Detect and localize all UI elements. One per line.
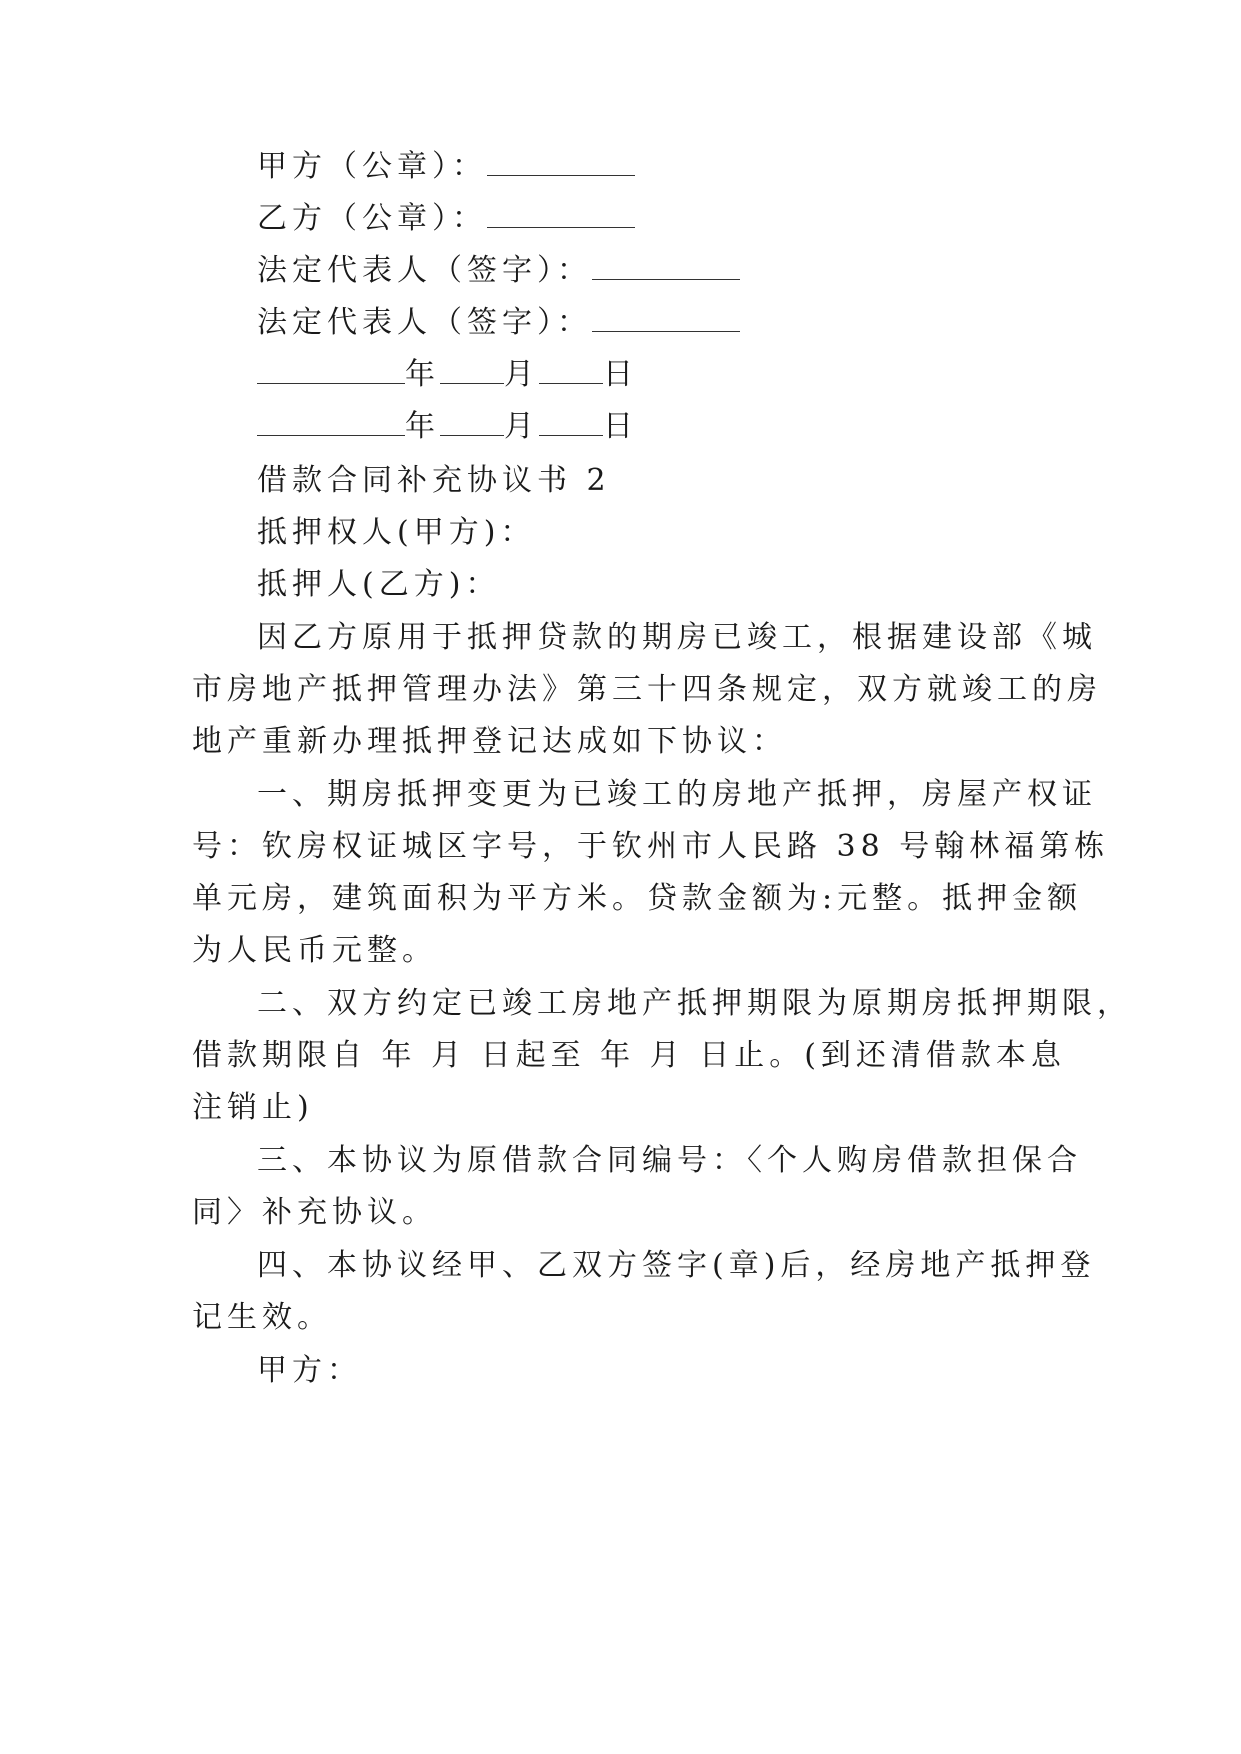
clause3-line-1: 三、本协议为原借款合同编号：〈个人购房借款担保合: [257, 1143, 1082, 1178]
clause4-line-2: 记生效。: [192, 1300, 332, 1335]
month-blank: [440, 411, 504, 436]
month-label: 月: [504, 409, 539, 444]
party-a-seal-label: 甲方（公章）：: [257, 149, 487, 184]
party-a-seal-line: [257, 147, 635, 187]
party-b-seal-line: [257, 199, 635, 239]
legal-rep-1-label: 法定代表人（签字）：: [257, 253, 592, 288]
date-line-2: [257, 407, 638, 447]
mortgagee-line: 抵押权人(甲方)：: [257, 515, 536, 550]
day-blank: [539, 359, 603, 384]
party-a-line: 甲方：: [257, 1353, 362, 1388]
date-line-1: [257, 355, 638, 395]
party-b-seal-blank: [487, 203, 635, 228]
mortgagor-line: 抵押人(乙方)：: [257, 567, 501, 602]
party-a-seal-blank: [487, 151, 635, 176]
clause4-line-1: 四、本协议经甲、乙双方签字(章)后，经房地产抵押登: [257, 1248, 1096, 1283]
clause1-line-2: 号：钦房权证城区字号，于钦州市人民路 38 号翰林福第栋: [192, 829, 1110, 864]
clause1-line-4: 为人民币元整。: [192, 933, 437, 968]
day-label: 日: [603, 357, 638, 392]
clause1-line-1: 一、期房抵押变更为已竣工的房地产抵押，房屋产权证: [257, 777, 1097, 812]
clause3-line-2: 同〉补充协议。: [192, 1195, 437, 1230]
legal-rep-1-line: [257, 251, 740, 291]
clause1-line-3: 单元房，建筑面积为平方米。贷款金额为:元整。抵押金额: [192, 881, 1083, 916]
year-blank: [257, 411, 405, 436]
year-blank: [257, 359, 405, 384]
legal-rep-2-blank: [592, 307, 740, 332]
intro-line-2: 市房地产抵押管理办法》第三十四条规定，双方就竣工的房: [192, 672, 1102, 707]
doc2-title: 借款合同补充协议书 2: [257, 463, 611, 498]
clause2-line-3: 注销止): [192, 1090, 314, 1125]
month-blank: [440, 359, 504, 384]
intro-line-3: 地产重新办理抵押登记达成如下协议：: [192, 724, 787, 759]
year-label: 年: [405, 357, 440, 392]
year-label: 年: [405, 409, 440, 444]
day-label: 日: [603, 409, 638, 444]
intro-line-1: 因乙方原用于抵押贷款的期房已竣工，根据建设部《城: [257, 620, 1097, 655]
month-label: 月: [504, 357, 539, 392]
party-b-seal-label: 乙方（公章）：: [257, 201, 487, 236]
legal-rep-1-blank: [592, 255, 740, 280]
clause2-line-2: 借款期限自 年 月 日起至 年 月 日止。(到还清借款本息: [192, 1038, 1066, 1073]
legal-rep-2-line: [257, 303, 740, 343]
legal-rep-2-label: 法定代表人（签字）：: [257, 305, 592, 340]
clause2-line-1: 二、双方约定已竣工房地产抵押期限为原期房抵押期限，: [257, 986, 1132, 1021]
day-blank: [539, 411, 603, 436]
